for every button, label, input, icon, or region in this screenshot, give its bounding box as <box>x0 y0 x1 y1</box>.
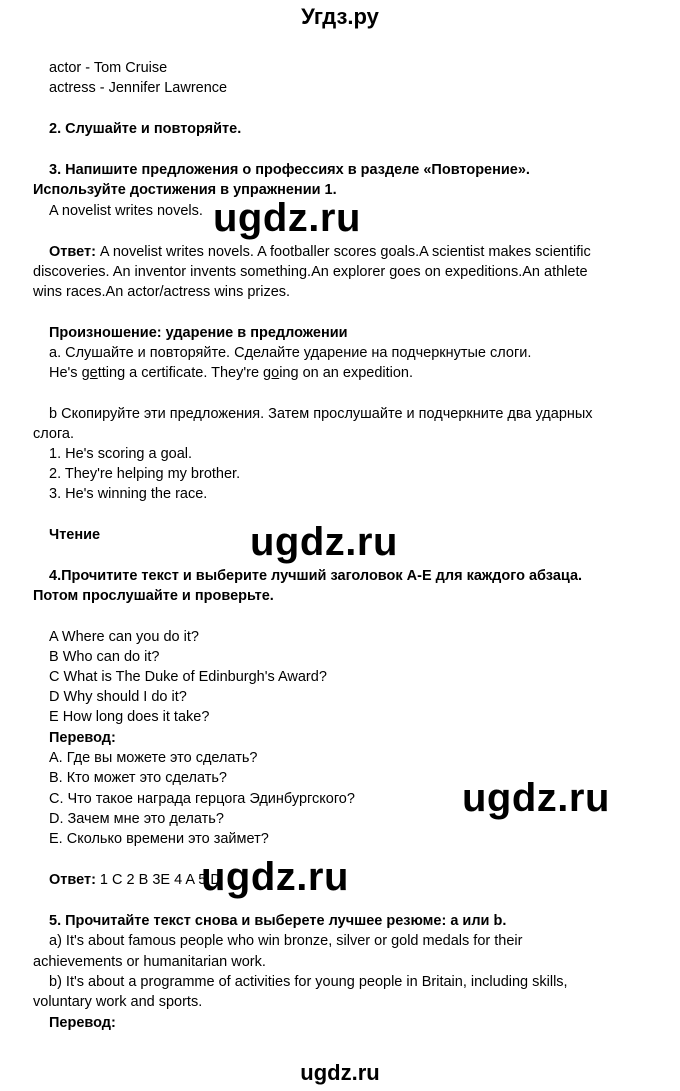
watermark: ugdz.ru <box>213 196 361 240</box>
watermark: ugdz.ru <box>462 776 610 820</box>
actor-line: actor - Tom Cruise <box>49 60 168 76</box>
exercise-3-title-line2: Используйте достижения в упражнении 1. <box>33 182 337 198</box>
heading-option: D Why should I do it? <box>49 689 187 705</box>
summary-option-a-line1: a) It's about famous people who win bronze, silver or gold medals for their <box>49 933 523 949</box>
exercise-3-answer-line2: discoveries. An inventor invents something.An explorer goes on expeditions.An athlete <box>33 264 588 280</box>
exercise-2-title: 2. Слушайте и повторяйте. <box>49 121 242 137</box>
text-fragment: ing on an expedition. <box>279 365 414 381</box>
answer-label: Ответ: <box>49 872 96 888</box>
watermark: ugdz.ru <box>250 520 398 564</box>
actress-line: actress - Jennifer Lawrence <box>49 80 228 96</box>
footer-site: ugdz.ru <box>300 1060 380 1085</box>
exercise-3-answer-line3: wins races.An actor/actress wins prizes. <box>33 284 291 300</box>
exercise-3-answer-line1 <box>49 242 591 262</box>
pronunciation-title: Произношение: ударение в предложении <box>49 325 348 341</box>
translation-item: B. Кто может это сделать? <box>49 770 227 786</box>
exercise-3-title-line1: 3. Напишите предложения о профессиях в разделе «Повторение». <box>49 162 530 178</box>
exercise-4-answer <box>49 870 221 890</box>
pronunciation-part-b-line2: слога. <box>33 426 75 442</box>
translation-item: E. Сколько времени это займет? <box>49 831 269 847</box>
exercise-5-translation-label: Перевод: <box>49 1015 116 1031</box>
pronunciation-part-b-line1: b Скопируйте эти предложения. Затем прослушайте и подчеркните два ударных <box>49 406 593 422</box>
summary-option-b-line2: voluntary work and sports. <box>33 994 203 1010</box>
stressed-syllable: ge <box>81 365 98 381</box>
reading-title: Чтение <box>49 527 101 543</box>
answer-text: A novelist writes novels. A footballer scores goals.A scientist makes scientific <box>95 244 591 260</box>
answer-text: 1 C 2 B 3E 4 A 5 D <box>95 872 221 888</box>
translation-item: А. Где вы можете это сделать? <box>49 750 258 766</box>
heading-option: C What is The Duke of Edinburgh's Award? <box>49 669 327 685</box>
exercise-3-example: A novelist writes novels. <box>49 203 203 219</box>
pronunciation-example-a <box>49 363 413 383</box>
translation-item: C. Что такое награда герцога Эдинбургского? <box>49 791 355 807</box>
summary-option-a-line2: achievements or humanitarian work. <box>33 954 266 970</box>
translation-label: Перевод: <box>49 730 116 746</box>
watermark: ugdz.ru <box>201 855 349 899</box>
sentence-item: 2. They're helping my brother. <box>49 466 241 482</box>
exercise-5-title: 5. Прочитайте текст снова и выберете лучшее резюме: a или b. <box>49 913 507 929</box>
exercise-4-title-line1: 4.Прочитите текст и выберите лучший заголовок A-E для каждого абзаца. <box>49 568 583 584</box>
heading-option: E How long does it take? <box>49 709 210 725</box>
translation-item: D. Зачем мне это делать? <box>49 811 224 827</box>
sentence-item: 3. He's winning the race. <box>49 486 208 502</box>
summary-option-b-line1: b) It's about a programme of activities for young people in Britain, including skills, <box>49 974 568 990</box>
heading-option: A Where can you do it? <box>49 629 199 645</box>
heading-option: B Who can do it? <box>49 649 160 665</box>
pronunciation-part-a: a. Слушайте и повторяйте. Сделайте ударение на подчеркнутые слоги. <box>49 345 532 361</box>
exercise-4-title-line2: Потом прослушайте и проверьте. <box>33 588 274 604</box>
text-fragment: He's <box>49 365 82 381</box>
stressed-syllable: go <box>263 365 280 381</box>
site-title: Угдз.ру <box>301 4 379 29</box>
sentence-item: 1. He's scoring a goal. <box>49 446 193 462</box>
text-fragment: tting a certificate. They're <box>97 365 264 381</box>
answer-label: Ответ: <box>49 244 96 260</box>
